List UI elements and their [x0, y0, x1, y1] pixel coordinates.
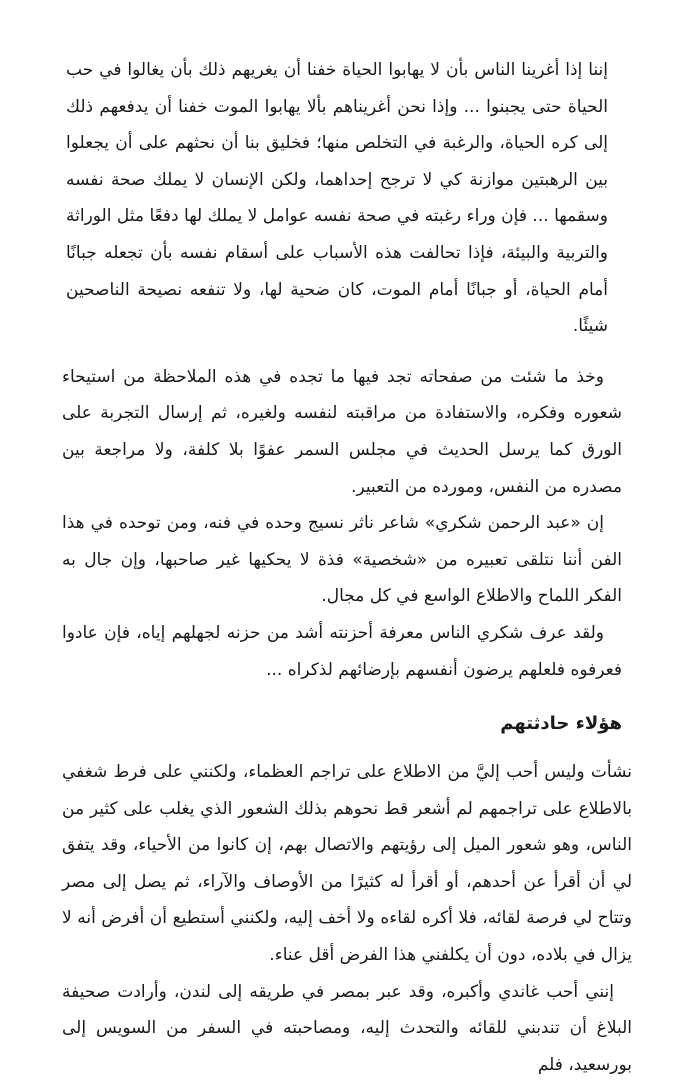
section-paragraph-1: نشأت وليس أحب إليَّ من الاطلاع على تراجم العظماء، ولكنني على فرط شغفي بالاطلاع على تراجمهم لم أشعر قط نحوهم بذلك الشعور الذي يغلب على كثير من الناس، وهو شعور الميل إلى رؤيتهم والاتصال بهم، إن كانوا من الأحياء، وقد يتفق لي أن أقرأ عن أحدهم، أو أقرأ له كثيرًا من الأوصاف والآراء، ثم يصل إلى مصر وتتاح لي فرصة لقائه، فلا أكره لقاءه ولا أخف إليه، ولكنني أستطيع أن أفرض أنه لا يزال في بلاده، دون أن يكلفني هذا الفرض أقل عناء.: [62, 762, 632, 966]
section-paragraph-2: إنني أحب غاندي وأكبره، وقد عبر بمصر في طريقه إلى لندن، وأرادت صحيفة البلاغ أن تندبني للقائه والتحدث إليه، ومصاحبته في السفر من السويس إلى بورسعيد، فلم: [62, 981, 632, 1075]
spacer: [62, 345, 622, 359]
body-paragraph-3: ولقد عرف شكري الناس معرفة أحزنته أشد من حزنه لجهلهم إياه، فإن عادوا فعرفوه فلعلهم يرضون أنفسهم بإرضائهم لذكراه ...: [62, 622, 622, 680]
body-paragraph-1: وخذ ما شئت من صفحاته تجد فيها ما تجده في هذه الملاحظة من استيحاء شعوره وفكره، والاستفادة من مراقبته لنفسه ولغيره، ثم إرسال التجربة على الورق كما يرسل الحديث في مجلس السمر عفوًا بلا كلفة، ولا مراجعة بين مصدره من النفس، ومورده من التعبير.: [62, 366, 622, 497]
section-heading: هؤلاء حادثتهم: [500, 713, 622, 735]
quote-paragraph: إننا إذا أغرينا الناس بأن لا يهابوا الحياة خفنا أن يغريهم ذلك بأن يغالوا في حب الحياة حتى يجبنوا ... وإذا نحن أغريناهم بألا يهابوا الموت خفنا أن يدفعهم ذلك إلى كره الحياة، والرغبة في التخلص منها؛ فخليق بنا أن نحثهم على أن يجعلوا بين الرهبتين موازنة كي لا ترجح إحداهما، ولكن الإنسان لا يملك صحة نفسه وسقمها ... فإن وراء رغبته في صحة نفسه عوامل لا يملك لها دفعًا مثل الوراثة والتربية والبيئة، فإذا تحالفت هذه الأسباب على أسقام نفسه بأن تجعله جبانًا أمام الحياة، أو جبانًا أمام الموت، كان ضحية لها، ولا تنفعه نصيحة الناصحين شيئًا.: [66, 60, 608, 337]
section-body: [62, 754, 632, 1083]
body-paragraph-2: إن «عبد الرحمن شكري» شاعر ناثر نسيج وحده في فنه، ومن توحده في هذا الفن أننا نتلقى تعبيره من «شخصية» فذة لا يحكيها غير صاحبها، وإن جال به الفكر اللماح والاطلاع الواسع في كل مجال.: [62, 513, 622, 607]
quoted-passage: [62, 52, 622, 345]
